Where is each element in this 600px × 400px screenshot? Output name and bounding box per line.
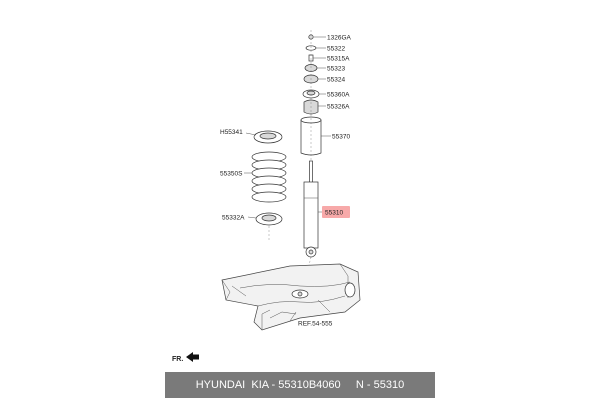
label-55360a: 55360A — [327, 91, 350, 99]
footer-text: HYUNDAI KIA - 55310B4060 N - 55310 — [195, 379, 405, 391]
label-fr: FR. — [172, 356, 184, 363]
label-55326a: 55326A — [327, 103, 350, 111]
label-55310: 55310 — [325, 209, 344, 217]
label-h55341: H55341 — [220, 129, 243, 136]
label-55323: 55323 — [327, 65, 346, 73]
label-ref: REF.54-555 — [298, 320, 333, 328]
label-55350s: 55350S — [220, 170, 243, 178]
part-number-footer — [165, 372, 435, 398]
label-1326ga: 1326GA — [327, 34, 351, 42]
label-55315a: 55315A — [327, 55, 350, 63]
rear-axle-assembly — [222, 264, 360, 330]
shock-absorber-55310 — [304, 161, 318, 257]
lower-pad-55332a — [256, 213, 282, 225]
spring-pad-h55341 — [254, 131, 282, 143]
coil-spring-55350s — [252, 152, 286, 202]
label-55370: 55370 — [332, 133, 351, 141]
label-55322: 55322 — [327, 45, 346, 53]
front-arrow-icon — [186, 352, 199, 362]
label-55324: 55324 — [327, 76, 346, 84]
label-55332a: 55332A — [222, 214, 245, 222]
